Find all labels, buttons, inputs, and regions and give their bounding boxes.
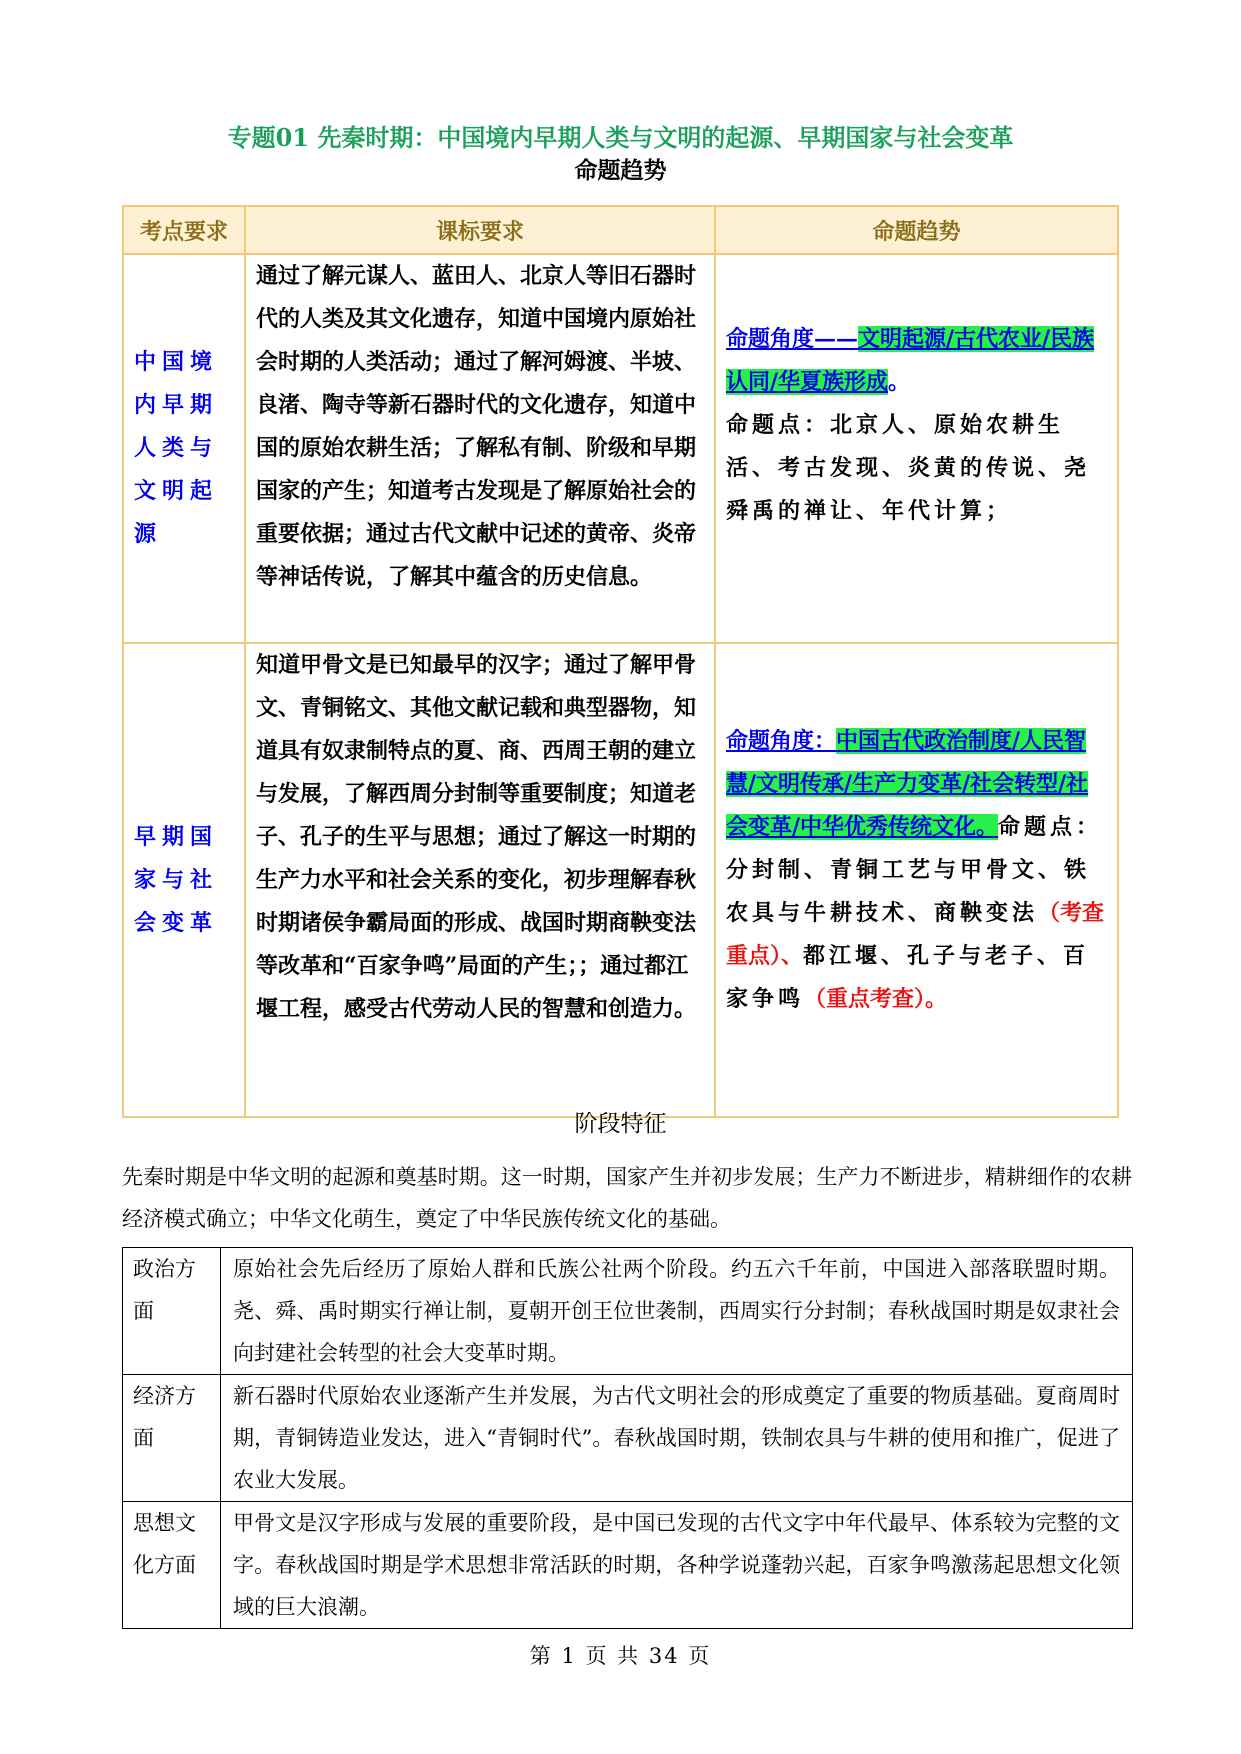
trend-cell xyxy=(715,643,1118,1117)
header-cell-curriculum-requirement: 课标要求 xyxy=(245,206,715,254)
topic-cell: 中国境内早期人类与文明起源 xyxy=(123,254,245,643)
feature-label: 经济方面 xyxy=(123,1375,221,1502)
question-points-part1: 命题点：分封制、青铜工艺与甲骨文、铁农具与牛耕技术、商鞅变法 xyxy=(726,813,1103,926)
section-heading-features: 阶段特征 xyxy=(574,1111,667,1137)
feature-text: 甲骨文是汉字形成与发展的重要阶段，是中国已发现的古代文字中年代最早、体系较为完整的文字。春秋战国时期是学术思想非常活跃的时期，各种学说蓬勃兴起，百家争鸣激荡起思想文化领域的巨大浪潮。 xyxy=(221,1502,1133,1629)
trend-table-row xyxy=(123,254,1118,643)
question-points-part2: 都江堰、孔子与老子、百家争鸣 xyxy=(726,942,1090,1012)
requirement-cell: 知道甲骨文是已知最早的汉字；通过了解甲骨文、青铜铭文、其他文献记载和典型器物，知道具有奴隶制特点的夏、商、西周王朝的建立与发展，了解西周分封制等重要制度；知道老子、孔子的生平与思想；通过了解这一时期的生产力水平和社会关系的变化，初步理解春秋时期诸侯争霸局面的形成、战国时期商鞅变法等改革和“百家争鸣”局面的产生；；通过都江堰工程，感受古代劳动人民的智慧和创造力。 xyxy=(245,643,715,1117)
document-title: 专题01 先秦时期：中国境内早期人类与文明的起源、早期国家与社会变革 xyxy=(227,123,1014,152)
feature-row xyxy=(123,1375,1133,1502)
trend-table xyxy=(122,205,1119,1118)
question-angle-label: 命题角度—— xyxy=(726,326,859,352)
question-points: 命题点：北京人、原始农耕生活、考古发现、炎黄的传说、尧舜禹的禅让、年代计算； xyxy=(726,412,1091,524)
question-angle-highlight: 中国古代政治制度/人民智慧/文明传承/生产力变革/社会转型/社会变革/中华优秀传统文化。 xyxy=(726,727,1089,840)
emphasis-note-1: （考查重点）、 xyxy=(726,899,1105,969)
question-angle-label: 命题角度： xyxy=(726,727,837,754)
feature-label: 政治方面 xyxy=(123,1248,221,1375)
trend-cell xyxy=(715,254,1118,643)
question-angle-end: 。 xyxy=(888,369,911,395)
section-heading-trend: 命题趋势 xyxy=(574,157,667,184)
emphasis-note-2: （重点考查）。 xyxy=(804,985,948,1012)
feature-table xyxy=(122,1247,1133,1629)
trend-table-header-row xyxy=(123,206,1118,254)
feature-row xyxy=(123,1502,1133,1629)
header-cell-question-trend: 命题趋势 xyxy=(715,206,1118,254)
topic-cell: 早期国家与社会变革 xyxy=(123,643,245,1117)
feature-text: 新石器时代原始农业逐渐产生并发展，为古代文明社会的形成奠定了重要的物质基础。夏商周时期，青铜铸造业发达，进入“青铜时代”。春秋战国时期，铁制农具与牛耕的使用和推广，促进了农业大发展。 xyxy=(221,1375,1133,1502)
page-number-footer: 第 1 页 共 34 页 xyxy=(529,1644,712,1668)
trend-table-row xyxy=(123,643,1118,1117)
header-cell-exam-requirement: 考点要求 xyxy=(123,206,245,254)
feature-label: 思想文化方面 xyxy=(123,1502,221,1629)
feature-row xyxy=(123,1248,1133,1375)
requirement-cell: 通过了解元谋人、蓝田人、北京人等旧石器时代的人类及其文化遗存，知道中国境内原始社会时期的人类活动；通过了解河姆渡、半坡、良渚、陶寺等新石器时代的文化遗存，知道中国的原始农耕生活；了解私有制、阶级和早期国家的产生；知道考古发现是了解原始社会的重要依据；通过古代文献中记述的黄帝、炎帝等神话传说，了解其中蕴含的历史信息。 xyxy=(245,254,715,643)
feature-text: 原始社会先后经历了原始人群和氏族公社两个阶段。约五六千年前，中国进入部落联盟时期。尧、舜、禹时期实行禅让制，夏朝开创王位世袭制，西周实行分封制；春秋战国时期是奴隶社会向封建社会转型的社会大变革时期。 xyxy=(221,1248,1133,1375)
intro-paragraph: 先秦时期是中华文明的起源和奠基时期。这一时期，国家产生并初步发展；生产力不断进步，精耕细作的农耕经济模式确立；中华文化萌生，奠定了中华民族传统文化的基础。 xyxy=(122,1165,1132,1231)
question-angle-highlight: 文明起源/古代农业/民族认同/华夏族形成 xyxy=(726,326,1095,395)
